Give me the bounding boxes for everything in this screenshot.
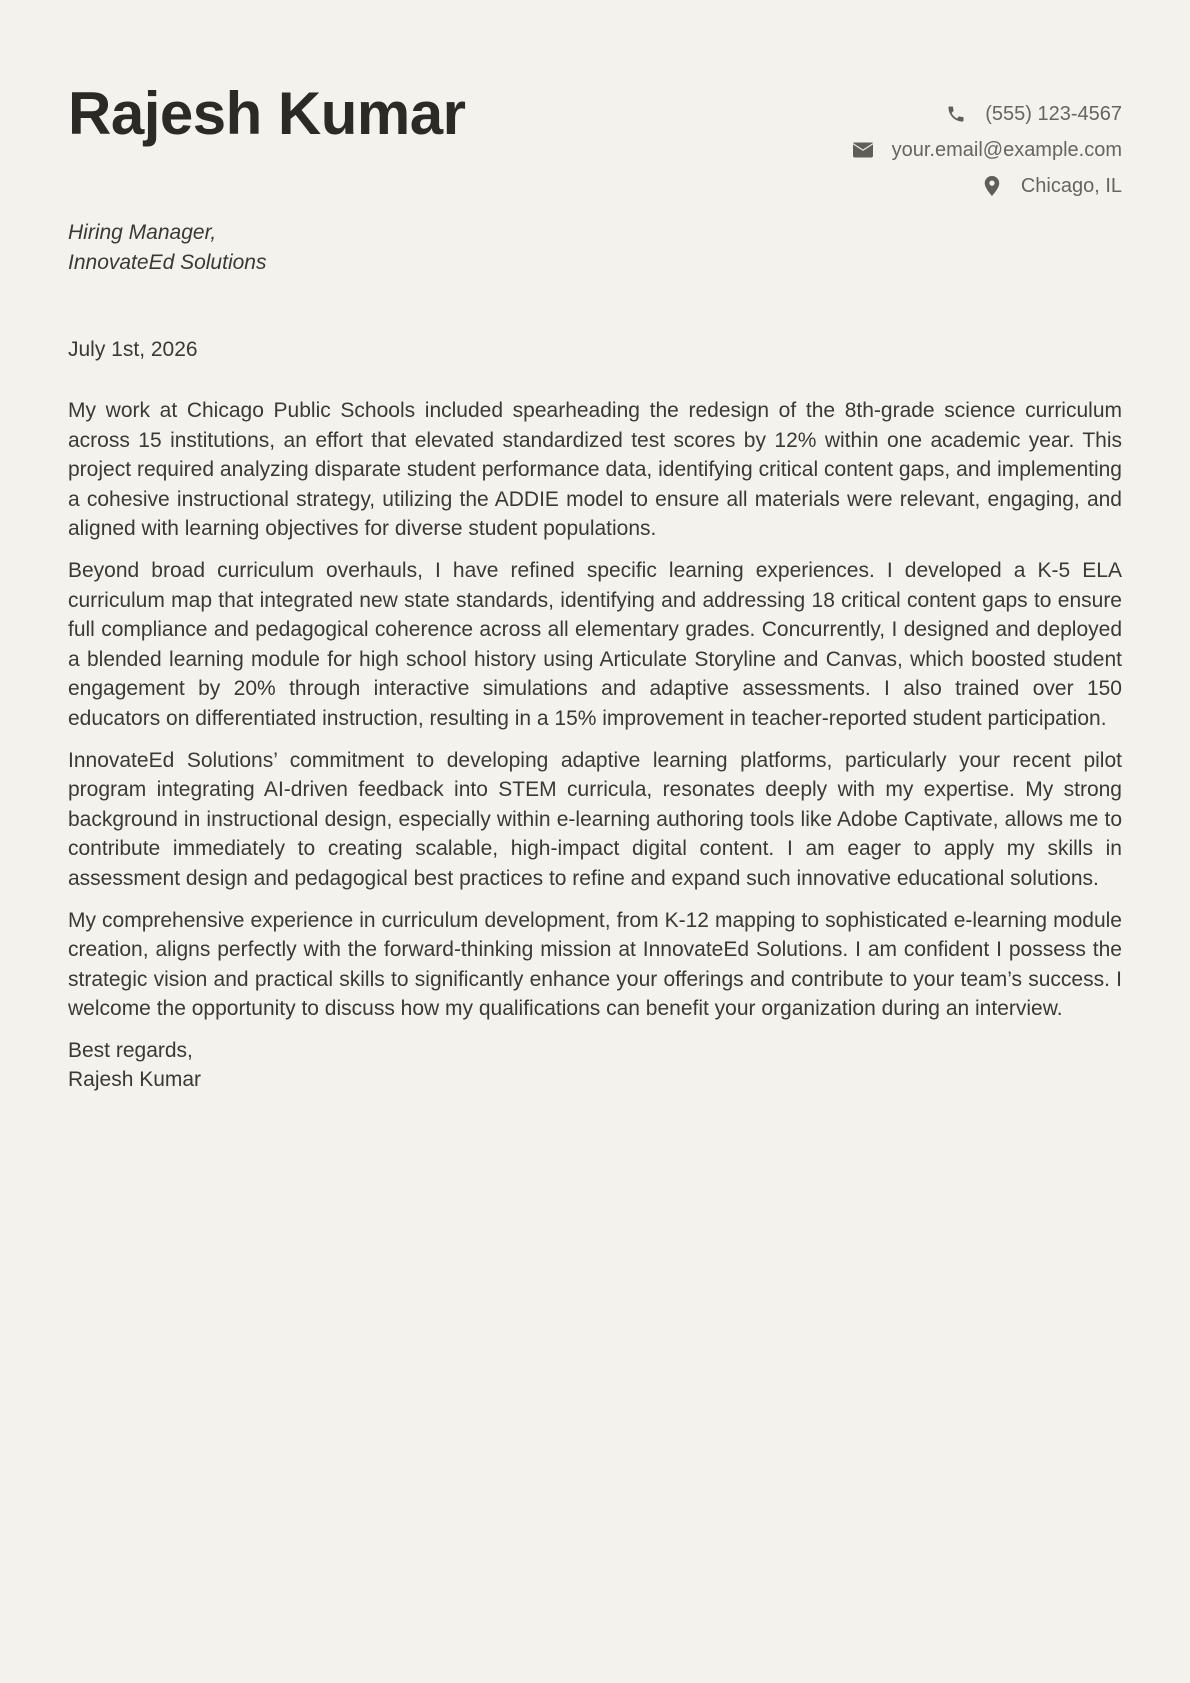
- body-paragraph-3: InnovateEd Solutions’ commitment to developing adaptive learning platforms, particularly your recent pilot program integrating AI-driven feedback into STEM curricula, resonates deeply with my expertise. My strong background in instructional design, especially within e-learning authoring tools like Adobe Captivate, allows me to contribute immediately to creating scalable, high-impact digital content. I am eager to apply my skills in assessment design and pedagogical best practices to refine and expand such innovative educational solutions.: [68, 748, 1122, 890]
- recipient-company: InnovateEd Solutions: [68, 251, 267, 274]
- applicant-name: Rajesh Kumar: [68, 80, 466, 147]
- closing-signature: Rajesh Kumar: [68, 1068, 202, 1092]
- letter-header: [68, 0, 1122, 200]
- recipient-block: [68, 218, 266, 278]
- phone-icon: [945, 103, 967, 125]
- letter-closing: [68, 1036, 1122, 1095]
- body-paragraph-2: Beyond broad curriculum overhauls, I have refined specific learning experiences. I developed a K-5 ELA curriculum map that integrated new state standards, identifying and addressing 18 critical content gaps to ensure full compliance and pedagogical coherence across all elementary grades. Concurrently, I designed and deployed a blended learning module for high school history using Articulate Storyline and Canvas, which boosted student engagement by 20% through interactive simulations and adaptive assessments. I also trained over 150 educators on differentiated instruction, resulting in a 15% improvement in teacher-reported student participation.: [68, 558, 1122, 730]
- contact-block: [852, 96, 1122, 204]
- contact-phone: (555) 123-4567: [985, 102, 1122, 125]
- contact-location: Chicago, IL: [1020, 174, 1122, 197]
- contact-phone-row: [852, 96, 1122, 132]
- letter-body: [68, 396, 1122, 1095]
- contact-location-row: [852, 168, 1122, 204]
- body-paragraph-1: My work at Chicago Public Schools included spearheading the redesign of the 8th-grade science curriculum across 15 institutions, an effort that elevated standardized test scores by 12% within one academic year. This project required analyzing disparate student performance data, identifying critical content gaps, and implementing a cohesive instructional strategy, utilizing the ADDIE model to ensure all materials were relevant, engaging, and aligned with learning objectives for diverse student populations.: [68, 399, 1122, 541]
- recipient-title: Hiring Manager,: [68, 221, 217, 244]
- contact-email: your.email@example.com: [891, 138, 1122, 161]
- map-pin-icon: [981, 175, 1003, 197]
- letter-date: July 1st, 2026: [68, 338, 198, 361]
- envelope-icon: [852, 139, 874, 161]
- body-paragraph-4: My comprehensive experience in curriculum development, from K-12 mapping to sophisticated e-learning module creation, aligns perfectly with the forward-thinking mission at InnovateEd Solutions. I am confident I possess the strategic vision and practical skills to significantly enhance your offerings and contribute to your team’s success. I welcome the opportunity to discuss how my qualifications can benefit your organization during an interview.: [68, 908, 1122, 1021]
- closing-salutation: Best regards,: [68, 1038, 193, 1062]
- contact-email-row: [852, 132, 1122, 168]
